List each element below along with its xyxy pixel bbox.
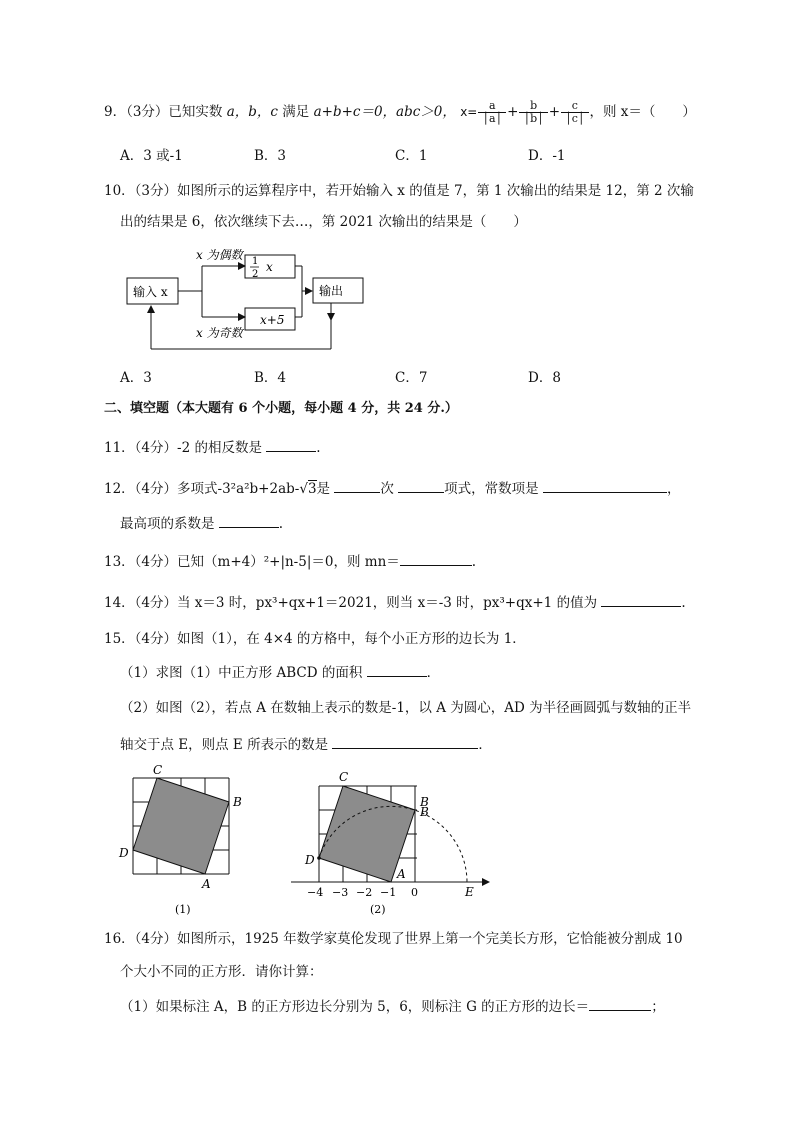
q15-sub-2b-text: 轴交于点 E，则点 E 所表示的数是 xyxy=(120,737,329,753)
fig1-label-a: A xyxy=(202,877,211,891)
q9-fraction-a xyxy=(478,100,506,125)
section-2-heading: 二、填空题（本大题有 6 个小题，每小题 4 分，共 24 分.） xyxy=(104,401,458,416)
q10-option-c: C．7 xyxy=(395,370,428,386)
fig2-tick-0: 0 xyxy=(411,886,418,899)
fig1-label-d: D xyxy=(119,846,129,860)
q15-sub-2a: （2）如图（2），若点 A 在数轴上表示的数是-1，以 A 为圆心，AD 为半径画圆弧与数轴的正半 xyxy=(120,700,692,716)
fig2-label-b2: B xyxy=(420,805,429,819)
q10-option-b: B．4 xyxy=(254,370,287,386)
q15-sub-1 xyxy=(120,662,440,683)
flow-half-var: x xyxy=(266,260,273,274)
q9-x-eq: x= xyxy=(460,105,478,119)
q15-figure-1 xyxy=(115,760,255,920)
fig2-label-d: D xyxy=(305,853,315,867)
q13-end: . xyxy=(471,554,477,570)
q9-fraction-b xyxy=(519,100,547,125)
q9-frac-b-den: │b│ xyxy=(523,112,544,125)
fig2-tick-neg3: −3 xyxy=(332,886,349,899)
flow-half-num: 1 xyxy=(252,256,259,267)
flow-even-label: x 为偶数 xyxy=(196,248,243,262)
q12-terms-blank xyxy=(398,478,444,493)
q12-head: 12．（4分）多项式-3²a²b+2ab- xyxy=(104,481,300,497)
q10-line-2: 出的结果是 6，依次继续下去…，第 2021 次输出的结果是（ ） xyxy=(120,214,527,230)
flow-output-label: 输出 xyxy=(319,284,344,298)
q14-end: . xyxy=(681,595,686,611)
q13 xyxy=(104,551,476,572)
q9-head: 9．（3分）已知实数 xyxy=(104,104,223,120)
q13-answer-blank xyxy=(400,551,472,566)
q9-tail: ，则 x＝（ ） xyxy=(589,104,696,120)
q12-end-2: . xyxy=(278,516,284,532)
q9-frac-a-den: │a│ xyxy=(482,112,503,125)
fig1-square-abcd xyxy=(133,778,229,874)
q16-sub-1 xyxy=(120,996,665,1017)
fig2-tick-neg4: −4 xyxy=(307,886,324,899)
q10-option-a: A．3 xyxy=(120,370,152,386)
q15-sub-2-end: ． xyxy=(478,737,492,753)
q10-line-1: 10．（3分）如图所示的运算程序中，若开始输入 x 的值是 7，第 1 次输出的结果是 12，第 2 次输 xyxy=(104,183,694,199)
q12-sqrt-arg: 3 xyxy=(307,481,317,497)
flow-input-label: 输入 x xyxy=(133,285,168,299)
fig2-label-c: C xyxy=(339,770,349,784)
flow-odd-label: x 为奇数 xyxy=(196,326,243,340)
q11 xyxy=(104,437,321,458)
q14 xyxy=(104,592,686,613)
flow-plus5-label: x+5 xyxy=(260,313,285,327)
q11-text: 11．（4分）-2 的相反数是 xyxy=(104,440,262,456)
q12-mid-2: 次 xyxy=(380,481,394,497)
fig1-caption: (1) xyxy=(175,903,191,916)
q15-sub-1-end: ． xyxy=(426,665,441,681)
fig2-caption: (2) xyxy=(370,903,386,916)
q13-text: 13．（4分）已知（m+4）²+|n-5|＝0，则 mn＝ xyxy=(104,554,400,570)
q16-g-blank xyxy=(589,996,651,1011)
q9-plus-2: + xyxy=(548,104,561,120)
q9-fraction-c xyxy=(561,100,588,125)
q15-line-1: 15．（4分）如图（1），在 4×4 的方格中，每个小正方形的边长为 1． xyxy=(104,631,526,647)
q9-frac-a-num: a xyxy=(478,100,506,113)
q9-option-c: C．1 xyxy=(395,148,428,164)
q15-sub-2b xyxy=(120,734,492,755)
fig2-label-a: A xyxy=(397,867,406,881)
q12-line-1 xyxy=(104,478,680,499)
q16-sub-1-text: （1）如果标注 A，B 的正方形边长分别为 5，6，则标注 G 的正方形的边长＝ xyxy=(120,999,590,1015)
fig2-tick-neg2: −2 xyxy=(356,886,373,899)
q12-mid-3: 项式，常数项是 xyxy=(444,481,539,497)
q15-sub-1-text: （1）求图（1）中正方形 ABCD 的面积 xyxy=(120,665,363,681)
q12-coef-blank xyxy=(219,513,279,528)
q9-frac-b-num: b xyxy=(519,100,547,113)
q12-line-2-text: 最高项的系数是 xyxy=(120,516,215,532)
q15-area-blank xyxy=(367,662,427,677)
q16-sub-1-end: ； xyxy=(651,999,665,1015)
q9-option-b: B．3 xyxy=(254,148,287,164)
q9-cond-word: 满足 xyxy=(278,104,314,120)
q10-flowchart xyxy=(120,244,380,359)
q9-frac-c-num: c xyxy=(561,100,588,113)
fig2-tick-neg1: −1 xyxy=(380,886,397,899)
q11-end: . xyxy=(316,440,321,456)
q11-answer-blank xyxy=(266,437,316,452)
q9-option-d: D．-1 xyxy=(528,148,566,164)
q9-plus-1: + xyxy=(507,104,519,120)
q9-option-a: A．3 或-1 xyxy=(120,148,183,164)
fig1-label-b: B xyxy=(233,795,242,809)
fig1-label-c: C xyxy=(153,763,163,777)
q9-cond-expr: a+b+c＝0，abc＞0， xyxy=(313,104,456,120)
q12-end-1: ， xyxy=(666,481,681,497)
q15-e-blank xyxy=(332,734,478,749)
q12-constant-blank xyxy=(543,478,667,493)
q12-line-2 xyxy=(120,513,283,534)
q12-degree-blank xyxy=(334,478,380,493)
q9-stem xyxy=(104,100,696,125)
q14-answer-blank xyxy=(601,592,681,607)
q12-mid-1: 是 xyxy=(316,481,331,497)
fig2-label-e: E xyxy=(465,885,474,899)
fig2-label-b1: B xyxy=(420,795,429,809)
q10-option-d: D．8 xyxy=(528,370,561,386)
q16-line-1: 16．（4分）如图所示，1925 年数学家莫伦发现了世界上第一个完美长方形，它恰能被分割成 10 xyxy=(104,931,683,947)
q9-vars: a，b，c xyxy=(226,104,278,120)
sqrt-icon: √ xyxy=(299,481,308,497)
q9-frac-c-den: │c│ xyxy=(565,112,585,125)
flow-half-den: 2 xyxy=(252,269,259,280)
q14-text: 14．（4分）当 x＝3 时，px³+qx+1＝2021，则当 x＝-3 时，px³+qx+1 的值为 xyxy=(104,595,598,611)
q16-line-2: 个大小不同的正方形．请你计算： xyxy=(120,964,323,980)
q15-figure-2 xyxy=(285,760,505,920)
q12-sqrt xyxy=(299,479,316,499)
